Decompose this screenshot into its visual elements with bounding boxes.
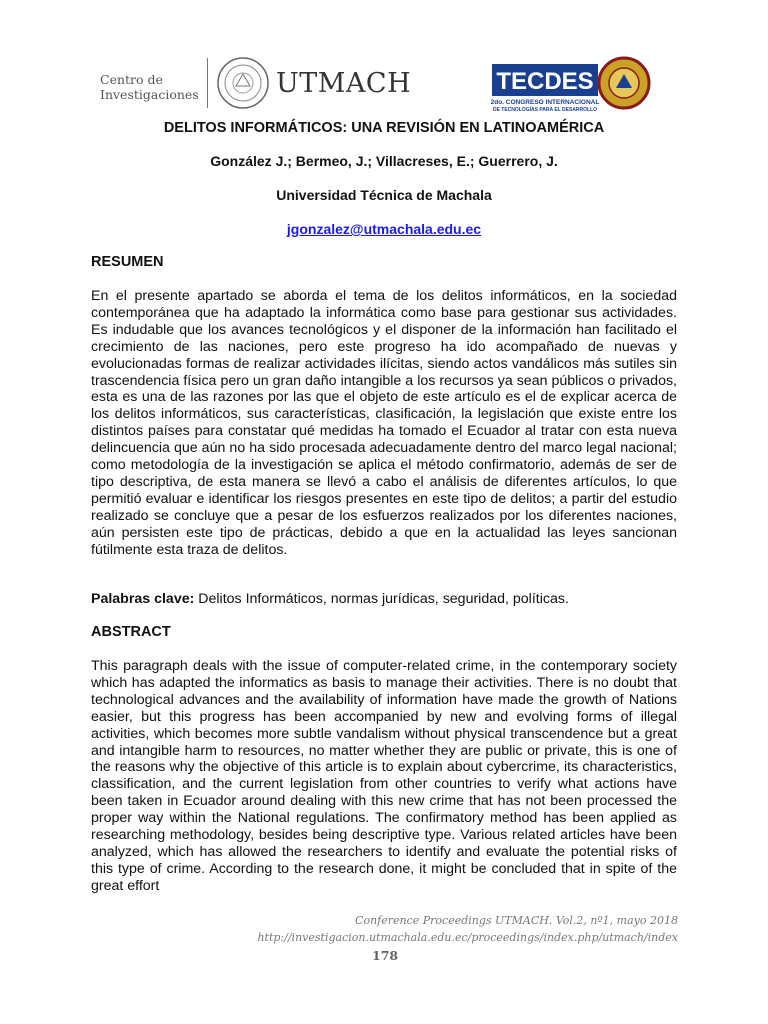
resumen-paragraph: En el presente apartado se aborda el tema de los delitos informáticos, en la sociedad contemporánea que ha adaptado la informática como base para gestionar sus actividades. Es indudable que los avances tecnológicos y el disponer de la información han facilitado el crecimiento de las naciones, pero este progreso ha ido acompañado de nuevas y evolucionadas formas de realizar actividades ilícitas, siendo actos vandálicos más sutiles sin trascendencia física pero un gran daño intangible a los recursos ya sean públicos o privados, esta es una de las razones por las que el objeto de este artículo es el de explicar acerca de los delitos informáticos, sus características, clasificación, la legislación que existe entre los distintos países para constatar qué medidas ha tomado el Ecuador al tratar con esta nueva delincuencia que aún no ha sido procesada adecuadamente dentro del marco legal nacional; como metodología de la investigación se aplica el método confirmatorio, además de ser de tipo descriptiva, de esta manera se llevó a cabo el análisis de diferentes artículos, lo que permitió evaluar e identificar los riesgos presentes en este tipo de delitos; a partir del estudio realizado se concluye que a pesar de los esfuerzos realizados por los diferentes naciones, aún persisten este tipo de prácticas, debido a que en la actualidad las leyes sancionan fútilmente esta traza de delitos. [91,288,677,558]
centro-line1: Centro de [100,72,163,87]
footer-citation: Conference Proceedings UTMACH. Vol.2, nº1, mayo 2018 [355,914,678,927]
tecdes-sub1: 2do. CONGRESO INTERNACIONAL [490,99,600,106]
abstract-paragraph: This paragraph deals with the issue of computer-related crime, in the contemporary society which has adapted the informatics as basis to manage their activities. There is no doubt that technological advances and the availability of information have made the growth of Nations easier, but this progress has been accompanied by new and evolving forms of illegal activities, which becomes more subtle vandalism without physical transcendence but a great and intangible harm to resources, no matter whether they are public or private, this is one of the reasons why the objective of this article is to explain about cybercrime, its characteristics, classification, and the current legislation from other countries to verify what actions have been taken in Ecuador around dealing with this new crime that has not been processed the proper way within the National regulations. The confirmatory method has been applied as researching methodology, besides being descriptive type. Various related articles have been analyzed, which has allowed the researchers to identify and evaluate the potential risks of this type of crime. According to the research done, it might be concluded that in spite of the great effort [91,658,677,894]
tecdes-sub2: DE TECNOLOGÍAS PARA EL DESARROLLO [492,107,598,113]
tecdes-logo-text: TECDES [496,68,594,95]
university-name: Universidad Técnica de Machala [276,187,492,203]
centro-investigaciones-logo [100,72,200,102]
page-number: 178 [372,948,399,963]
university-seal-icon [216,56,270,110]
authors: González J.; Bermeo, J.; Villacreses, E.; Guerrero, J. [210,153,558,169]
abstract-heading: ABSTRACT [91,624,171,640]
keywords-label: Palabras clave: [91,591,195,607]
logo-divider [207,58,208,108]
author-email-link[interactable]: jgonzalez@utmachala.edu.ec [286,221,482,237]
header-logos [100,52,668,114]
tecdes-congress-logo [490,56,652,114]
footer-url[interactable]: http://investigacion.utmachala.edu.ec/proceedings/index.php/utmach/index [257,931,678,944]
centro-line2: Investigaciones [100,87,199,102]
keywords [91,591,569,607]
keywords-text: Delitos Informáticos, normas jurídicas, seguridad, políticas. [194,591,569,607]
paper-title: DELITOS INFORMÁTICOS: UNA REVISIÓN EN LATINOAMÉRICA [163,120,605,136]
resumen-heading: RESUMEN [91,254,164,270]
utmach-logo: UTMACH [276,68,412,99]
